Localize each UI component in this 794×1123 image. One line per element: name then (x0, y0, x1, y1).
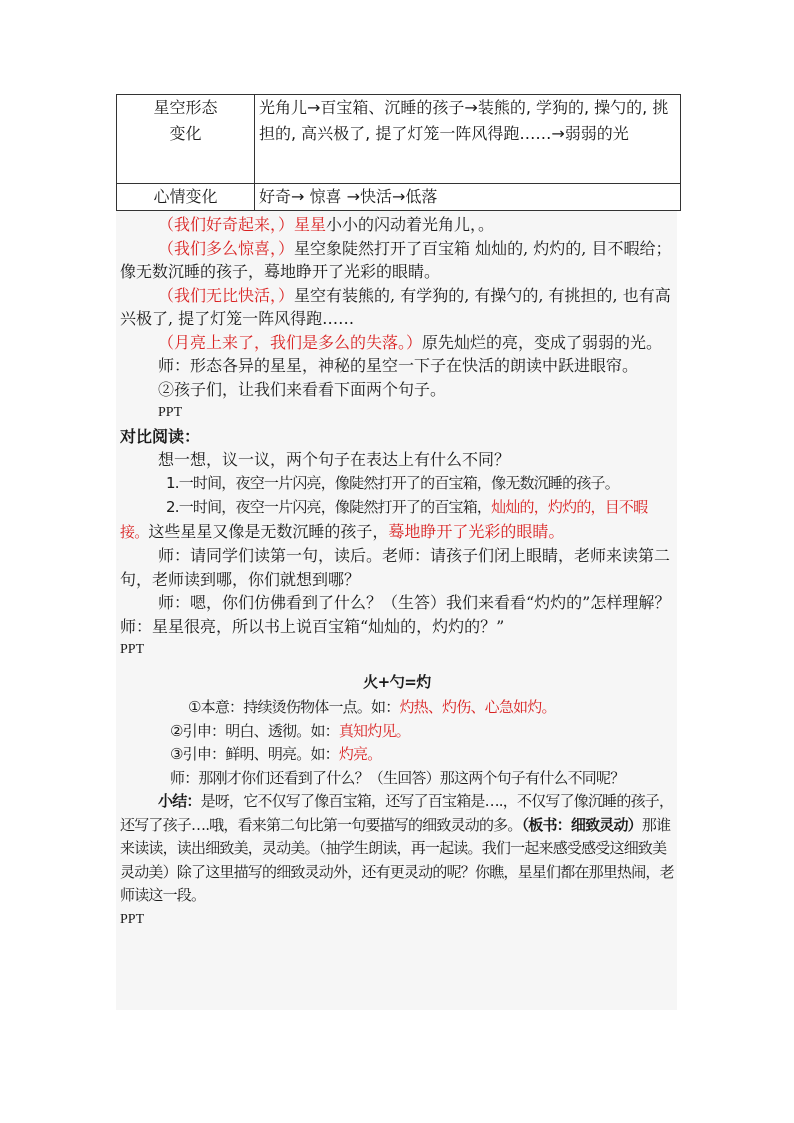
text: 2.一时间，夜空一片闪亮，像陡然打开了的百宝箱， (166, 498, 492, 516)
text: 星空象陡然打开了百宝箱 灿灿的, 灼灼的, 目不暇给；像无数沉睡的孩子，蓦地睁开了光彩的眼睛。 (120, 238, 672, 281)
text: ①本意：持续烫伤物体一点。如： (188, 698, 400, 716)
summary (120, 790, 674, 908)
paragraph: ②孩子们，让我们来看看下面两个句子。 (158, 379, 447, 399)
red-text: （我们无比快活，） (158, 285, 295, 305)
sentence-1: 1.一时间，夜空一片闪亮，像陡然打开了的百宝箱，像无数沉睡的孩子。 (166, 473, 619, 492)
paragraph: 想一想，议一议，两个句子在表达上有什么不同？ (158, 450, 511, 469)
char-title: 火+勺=灼 (363, 672, 431, 691)
red-text: 灿灿的，灼灼的，目不暇接。 (120, 498, 648, 541)
table-cell-value: 光角儿→百宝箱、沉睡的孩子→装熊的, 学狗的, 操勺的, 挑担的, 高兴极了, 提了灯笼一阵风得跑……→弱弱的光 (255, 95, 681, 184)
red-text: 灼亮。 (338, 745, 382, 763)
meaning-3 (120, 743, 674, 767)
meaning-2 (120, 720, 674, 744)
text: 星空有装熊的, 有学狗的, 有操勺的, 有挑担的, 也有高兴极了, 提了灯笼一阵风得跑…… (120, 285, 671, 328)
text: 这些星星又像是无数沉睡的孩子， (148, 521, 389, 541)
table-row (117, 184, 681, 211)
board-note: （板书：细致灵动） (521, 815, 642, 834)
text: 原先灿烂的亮，变成了弱弱的光。 (422, 332, 663, 352)
paragraph: 师：嗯，你们仿佛看到了什么？（生答）我们来看看“灼灼的”怎样理解？师：星星很亮，所以书上说百宝箱“灿灿的，灼灼的？” (120, 593, 671, 636)
red-text: （我们好奇起来，） (158, 215, 295, 234)
paragraph (120, 237, 674, 284)
text: 小小的闪动着光角儿，。 (326, 215, 495, 234)
question: 师：那刚才你们还看到了什么？（生回答）那这两个句子有什么不同呢？ (170, 768, 625, 787)
red-text: 真知灼见。 (338, 721, 410, 740)
red-text: 蓦地睁开了光彩的眼睛。 (388, 521, 565, 541)
table-cell-label (117, 95, 255, 184)
red-text: （我们多么惊喜，） (158, 238, 295, 258)
paragraph: 师：形态各异的星星，神秘的星空一下子在快活的朗读中跃进眼帘。 (158, 356, 639, 375)
ppt-label: PPT (158, 405, 183, 420)
text: 是呀，它不仅写了像百宝箱，还写了百宝箱是….，不仅写了像沉睡的孩子，还写了孩子….哦，看来第二句比第一句要描写的细致灵动的多。 (120, 792, 674, 834)
section-heading: 对比阅读： (120, 426, 201, 446)
red-text: 灼热、灼伤、心急如灼。 (399, 698, 556, 716)
paragraph (120, 213, 674, 237)
text: ③引申：鲜明、明亮。如： (170, 745, 339, 763)
red-text: （月亮上来了，我们是多么的失落。） (158, 332, 423, 352)
sentence-2 (120, 495, 674, 544)
ppt-label: PPT (120, 911, 145, 927)
comparison-table (116, 94, 681, 211)
summary-label: 小结： (158, 792, 201, 810)
label-line: 变化 (169, 124, 202, 143)
table-cell-label: 心情变化 (117, 184, 255, 211)
ppt-label: PPT (120, 642, 145, 657)
label-line: 星空形态 (153, 98, 218, 117)
text: 那谁来读读，读出细致美，灵动美。（抽学生朗读，再一起读。我们一起来感受感受这细致美灵动美）除了这里描写的细致灵动外，还有更灵动的呢？你瞧，星星们都在那里热闹，老师读这一段。 (120, 815, 674, 904)
document-body (120, 213, 674, 931)
table-row (117, 95, 681, 184)
paragraph (120, 331, 674, 355)
meaning-1 (120, 696, 674, 720)
red-text: 星星 (294, 215, 327, 234)
paragraph: 师：请同学们读第一句，读后。老师：请孩子们闭上眼睛，老师来读第二句，老师读到哪，你们就想到哪？ (120, 546, 671, 589)
text: ②引申：明白、透彻。如： (170, 721, 339, 740)
paragraph (120, 284, 674, 331)
table-cell-value: 好奇→ 惊喜 →快活→低落 (255, 184, 681, 211)
